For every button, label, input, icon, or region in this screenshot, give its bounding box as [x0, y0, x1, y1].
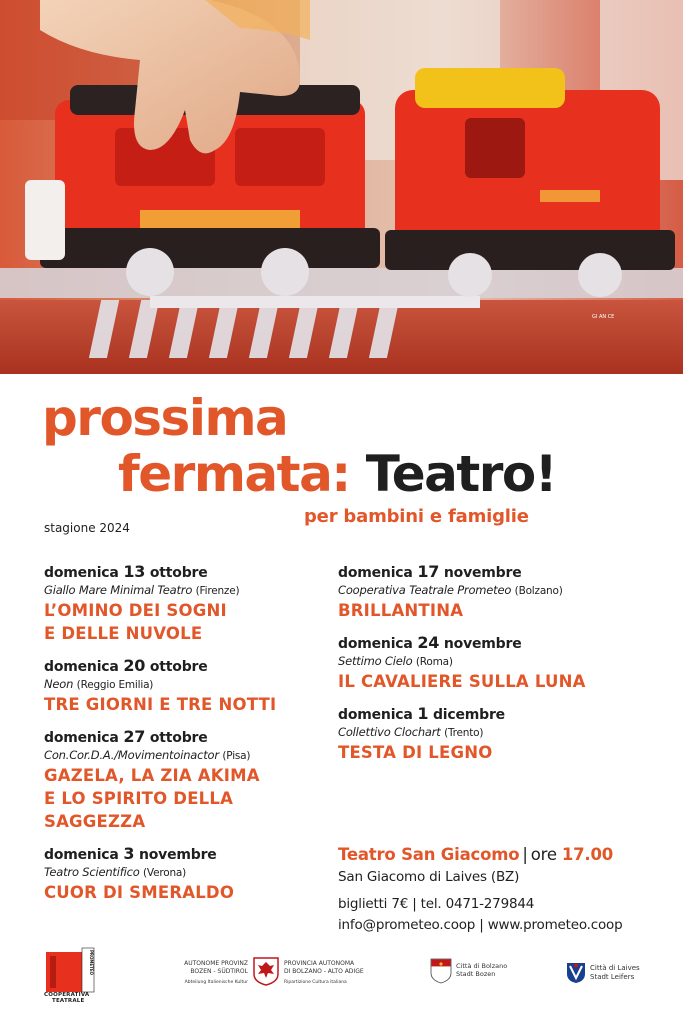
title-block [0, 388, 683, 538]
event-item [338, 705, 658, 764]
event-item [44, 563, 334, 645]
bolzano-shield-icon [430, 958, 452, 984]
photo-signature: GI AN CE [592, 314, 615, 320]
event-company: Neon (Reggio Emilia) [44, 677, 154, 691]
title-teatro: Teatro! [365, 445, 557, 503]
venue-address: San Giacomo di Laives (BZ) [338, 869, 520, 885]
event-company: Collettivo Clochart (Trento) [338, 725, 484, 739]
event-item [44, 845, 334, 904]
event-item [44, 728, 334, 833]
venue-name: Teatro San Giacomo [338, 845, 520, 864]
event-title: TESTA DI LEGNO [338, 743, 493, 762]
event-date: domenica 24 novembre [338, 633, 522, 652]
title-line-1: prossima [42, 389, 288, 447]
events-left-column [44, 563, 334, 916]
event-date: domenica 17 novembre [338, 562, 522, 581]
event-company: Settimo Cielo (Roma) [338, 654, 453, 668]
event-item [44, 657, 334, 716]
event-title: IL CAVALIERE SULLA LUNA [338, 672, 586, 691]
event-date: domenica 3 novembre [44, 844, 217, 863]
event-title: BRILLANTINA [338, 601, 464, 620]
svg-text:PROMETEO: PROMETEO [89, 950, 94, 975]
event-company: Giallo Mare Minimal Teatro (Firenze) [44, 583, 240, 597]
hero-photo [0, 0, 683, 374]
event-date: domenica 1 dicembre [338, 704, 505, 723]
train-locomotive [385, 68, 675, 297]
title-line-2 [118, 444, 556, 504]
events-right-column [338, 563, 658, 776]
venue-contacts: info@prometeo.coop | www.prometeo.coop [338, 917, 623, 933]
venue-info [338, 843, 668, 936]
event-company: Cooperativa Teatrale Prometeo (Bolzano) [338, 583, 563, 597]
title-fermata: fermata: [118, 445, 350, 503]
event-date: domenica 13 ottobre [44, 562, 208, 581]
event-title: GAZELA, LA ZIA AKIMA E LO SPIRITO DELLA SAGGEZZA [44, 766, 260, 831]
show-time: 17.00 [561, 845, 614, 864]
event-title: CUOR DI SMERALDO [44, 883, 235, 902]
event-company: Teatro Scientifico (Verona) [44, 865, 187, 879]
event-title: L’OMINO DEI SOGNI E DELLE NUVOLE [44, 601, 227, 643]
event-date: domenica 20 ottobre [44, 656, 208, 675]
venue-tickets: biglietti 7€ | tel. 0471-279844 [338, 896, 535, 912]
subtitle: per bambini e famiglie [304, 506, 529, 527]
event-item [338, 563, 658, 622]
eagle-icon [252, 956, 280, 986]
prometeo-logo-text: COOPERATIVA TEATRALE [44, 992, 90, 1004]
laives-shield-icon [566, 962, 586, 984]
venue-headline: Teatro San Giacomo | ore 17.00 [338, 845, 614, 864]
season-label: stagione 2024 [44, 521, 130, 535]
event-item [338, 634, 658, 693]
event-date: domenica 27 ottobre [44, 727, 208, 746]
event-title: TRE GIORNI E TRE NOTTI [44, 695, 277, 714]
footer-logos: PROMETEO COOPERATIVA TEATRALE AUTONOME PROVINZ BOZEN - SÜDTIROL Abteilung Italienische Kultur PROVINCIA AUTONOMA DI BOLZANO - ALTO ADIGE Ripartizione Cultura italiana Città di Bolzano Stadt Bozen Città di Laives Stadt Leifers [0, 940, 683, 1024]
event-company: Con.Cor.D.A./Movimentoinactor (Pisa) [44, 748, 251, 762]
